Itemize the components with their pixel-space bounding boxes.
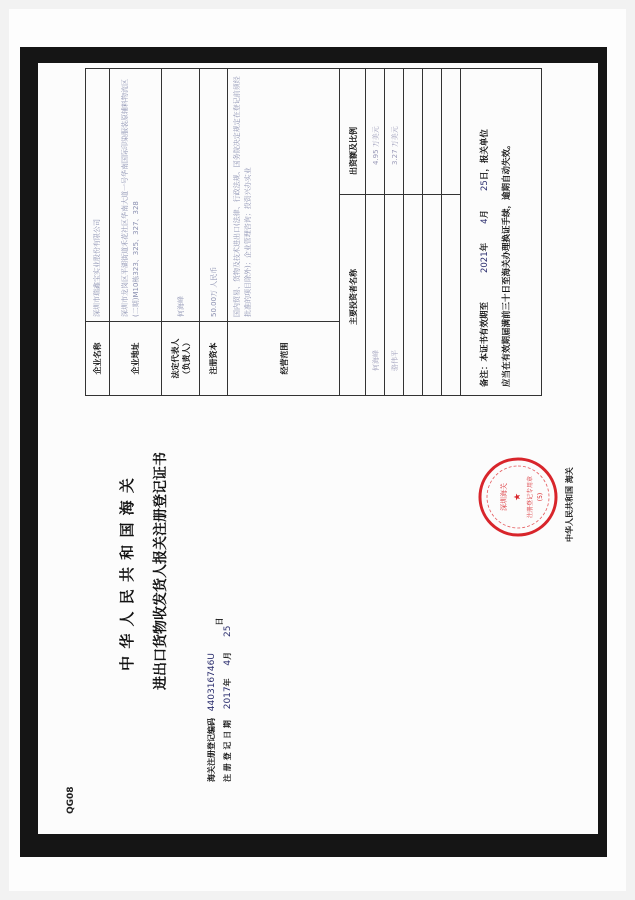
svg-text:注册登记专用章: 注册登记专用章	[527, 475, 534, 519]
note-day: 25	[480, 180, 490, 191]
customs-reg-code-row	[206, 653, 217, 782]
validity-note-line-2: 应当在有效期届满前三十日至海关办理换证手续，逾期自动失效。	[502, 140, 512, 387]
svg-text:深圳海关: 深圳海关	[500, 483, 508, 511]
investor-name: 骆伟平	[391, 350, 399, 371]
investor-amount: 3.27 万美元	[391, 126, 399, 165]
scope-label: 经营范围	[228, 321, 340, 395]
address-value: 深圳市龙岗区平湖街道禾花社区华南大道一号华南国际印染服装原辅料物流区(二期)M10栋323、325、327、328	[121, 79, 140, 317]
registration-table	[85, 68, 542, 396]
legal-rep-label: 法定代表人（负责人）	[162, 321, 199, 395]
row-company-name	[86, 69, 110, 395]
note-month: 4	[480, 218, 490, 224]
svg-text:★: ★	[513, 492, 523, 502]
reg-date-label: 注 册 登 记 日 期	[223, 720, 232, 782]
reg-date-day: 25	[223, 625, 233, 638]
row-legal-rep	[162, 69, 200, 395]
company-name-value: 深圳市瑞鑫宝实业股份有限公司	[93, 219, 101, 317]
row-scope	[228, 69, 340, 395]
reg-date-month: 4	[223, 659, 233, 666]
title-line-1: 中 华 人 民 共 和 国 海 关	[118, 477, 136, 671]
ratio-header: 出资额及比例	[349, 127, 358, 175]
scope-value: 国内贸易、货物及技术进出口(法律、行政法规、国务院决定规定在登记前须经批准的项目除外)；企业管理咨询；投资兴办实业	[233, 76, 252, 317]
note-suffix: ，报关单位	[480, 129, 490, 172]
year-char: 年	[223, 678, 232, 687]
validity-note-line-1	[478, 129, 490, 387]
form-code: QG08	[66, 786, 76, 814]
investor-row	[385, 69, 404, 395]
customs-seal	[476, 455, 560, 539]
row-address	[110, 69, 162, 395]
capital-value: 50.00万 人民币	[210, 266, 218, 317]
customs-reg-code-label: 海关注册登记编码	[207, 718, 216, 782]
reg-date-year: 2017	[223, 686, 233, 710]
address-label: 企业地址	[110, 321, 161, 395]
note-month-char: 月	[480, 209, 490, 219]
investor-row-empty	[404, 69, 423, 395]
investor-row	[366, 69, 385, 395]
title-line-2: 进出口货物收发货人报关注册登记证书	[153, 452, 169, 690]
reg-date-row	[215, 617, 233, 782]
svg-text:(5): (5)	[537, 492, 544, 502]
day-char: 日	[215, 617, 224, 626]
company-name-label: 企业名称	[86, 321, 109, 395]
investor-amount: 4.95 万美元	[372, 126, 380, 165]
row-investor-header	[340, 69, 366, 395]
row-capital	[200, 69, 228, 395]
note-day-char: 日	[480, 171, 490, 181]
issuing-authority: 中华人民共和国 海关	[565, 467, 574, 542]
legal-rep-value: 何海峰	[177, 296, 185, 317]
capital-label: 注册资本	[200, 321, 227, 395]
note-year: 2021	[480, 251, 490, 274]
customs-reg-code-value: 440316746U	[207, 653, 217, 712]
note-year-char: 年	[480, 242, 490, 252]
investor-row-empty	[423, 69, 442, 395]
investor-row-empty	[442, 69, 461, 395]
month-char: 月	[223, 651, 232, 660]
certificate-content	[58, 54, 574, 824]
investor-name: 何海峰	[372, 350, 380, 371]
note-prefix: 备注：本证书有效期至	[480, 301, 490, 387]
investor-header: 主要投资者名称	[349, 269, 358, 325]
